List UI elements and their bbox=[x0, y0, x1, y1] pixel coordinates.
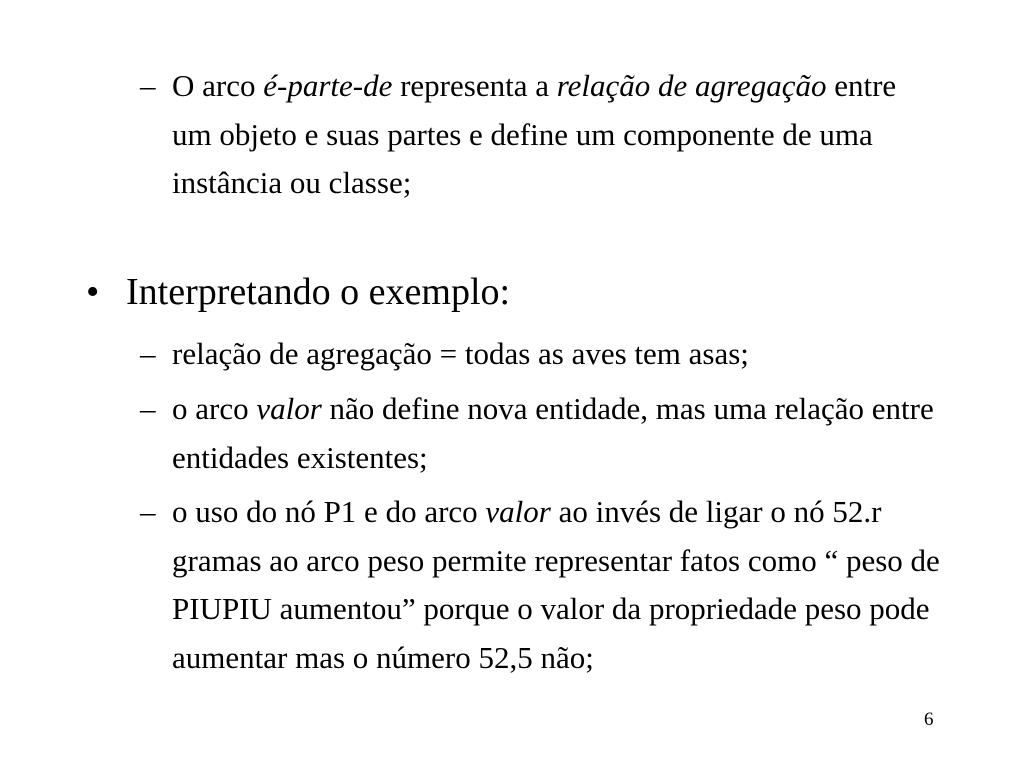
text-segment: o arco bbox=[172, 391, 257, 426]
text-segment: O arco bbox=[172, 68, 264, 103]
text-segment: não define nova entidade, mas uma relação entre entidades existentes; bbox=[172, 391, 934, 475]
sub-bullet-text bbox=[172, 62, 940, 208]
sub-bullet-text bbox=[172, 385, 940, 482]
bullet-marker: • bbox=[86, 271, 100, 313]
sub-bullet-p1-node bbox=[140, 488, 940, 682]
bullet-text: Interpretando o exemplo: bbox=[126, 271, 511, 313]
sub-bullet-text: relação de agregação = todas as aves tem asas; bbox=[172, 336, 749, 371]
dash-marker: – bbox=[140, 494, 156, 529]
text-segment: representa a bbox=[392, 68, 557, 103]
page-number: 6 bbox=[924, 709, 934, 730]
italic-term: valor bbox=[256, 391, 322, 426]
sub-bullet-aggregation-relation bbox=[140, 330, 940, 379]
italic-term: relação de agregação bbox=[556, 68, 827, 103]
sub-bullet-aggregation-arc bbox=[140, 62, 940, 208]
bullet-interpretando bbox=[86, 266, 946, 318]
dash-marker: – bbox=[140, 336, 156, 371]
italic-term: é-parte-de bbox=[263, 68, 393, 103]
sub-bullet-text bbox=[172, 488, 940, 682]
text-segment: entre um objeto e suas partes e define um componente de uma instância ou classe; bbox=[172, 68, 897, 200]
sub-bullet-valor-arc bbox=[140, 385, 940, 482]
text-segment: ao invés de ligar o nó 52.r gramas ao arco peso permite representar fatos como “ peso de PIUPIU aumentou” porque o valor da propriedade peso pode aumentar mas o número 52,5 não; bbox=[172, 494, 940, 675]
italic-term: valor bbox=[485, 494, 551, 529]
dash-marker: – bbox=[140, 391, 156, 426]
dash-marker: – bbox=[140, 68, 156, 103]
text-segment: o uso do nó P1 e do arco bbox=[172, 494, 486, 529]
